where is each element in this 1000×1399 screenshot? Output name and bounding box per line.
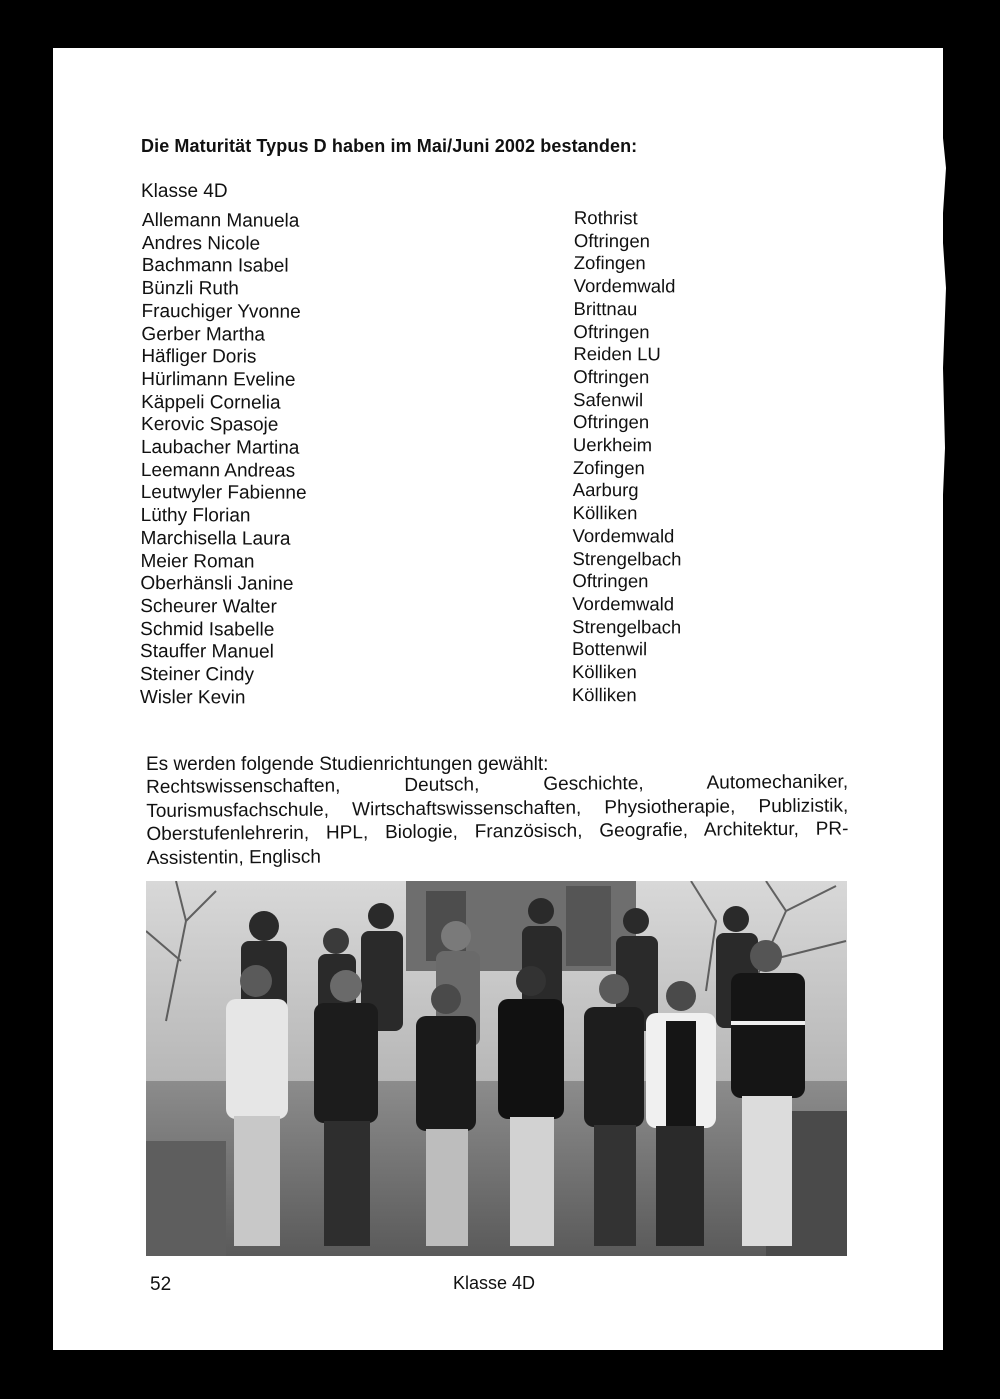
student-name: Leemann Andreas xyxy=(140,459,296,482)
student-place: Kölliken xyxy=(571,661,637,683)
studies-intro: Es werden folgende Studienrichtungen gewählt: xyxy=(146,754,549,775)
student-place: Bottenwil xyxy=(572,638,648,660)
student-place-list xyxy=(572,207,683,707)
student-place: Zofingen xyxy=(573,252,646,274)
student-name: Schmid Isabelle xyxy=(140,618,275,641)
student-place: Aarburg xyxy=(572,479,639,501)
student-place: Oftringen xyxy=(573,365,650,388)
student-place: Kölliken xyxy=(572,502,638,524)
student-name: Frauchiger Yvonne xyxy=(141,300,301,323)
student-name: Hürlimann Eveline xyxy=(141,368,296,391)
student-place: Oftringen xyxy=(573,320,650,342)
document-page xyxy=(53,48,943,1350)
student-name: Andres Nicole xyxy=(141,232,261,255)
student-place: Vordemwald xyxy=(572,592,675,615)
class-group-photo xyxy=(146,881,847,1256)
student-name: Marchisella Laura xyxy=(140,527,291,550)
student-name: Allemann Manuela xyxy=(141,210,300,232)
student-place: Strengelbach xyxy=(572,547,682,570)
student-place: Strengelbach xyxy=(572,615,682,638)
student-place: Oftringen xyxy=(572,570,649,592)
studies-list-paragraph: Rechtswissenschaften, Deutsch, Geschichte, Automechaniker, Tourismusfachschule, Wirtschaftswissenschaften, Physiotherapie, Publizistik, Oberstufenlehrerin, HPL, Biologie, Französisch, Geografie, Architektur, PR-Assistentin, Englisch xyxy=(146,771,849,869)
student-name: Laubacher Martina xyxy=(140,437,300,459)
group-photo-image xyxy=(146,881,847,1256)
student-place: Oftringen xyxy=(573,411,650,433)
student-place: Vordemwald xyxy=(573,275,676,297)
student-name: Oberhänsli Janine xyxy=(140,573,294,595)
torn-edge-decoration xyxy=(930,48,960,1350)
student-name: Kerovic Spasoje xyxy=(141,414,279,436)
student-place: Safenwil xyxy=(573,388,644,410)
student-name: Steiner Cindy xyxy=(139,664,255,686)
page-number: 52 xyxy=(150,1274,172,1295)
student-place: Kölliken xyxy=(571,683,637,706)
student-name: Käppeli Cornelia xyxy=(141,391,281,414)
student-name: Gerber Martha xyxy=(141,323,266,346)
student-name: Bachmann Isabel xyxy=(141,255,289,278)
student-place: Brittnau xyxy=(573,297,638,320)
student-place: Zofingen xyxy=(572,456,645,479)
student-name: Leutwyler Fabienne xyxy=(140,482,307,505)
student-name: Häfliger Doris xyxy=(141,346,257,368)
page-heading: Die Maturität Typus D haben im Mai/Juni 2002 bestanden: xyxy=(141,136,638,156)
student-name: Stauffer Manuel xyxy=(140,641,274,663)
student-name-list xyxy=(140,210,308,710)
student-name: Lüthy Florian xyxy=(140,505,251,527)
footer-label: Klasse 4D xyxy=(453,1273,536,1293)
student-place: Rothrist xyxy=(573,207,638,229)
student-place: Oftringen xyxy=(573,229,651,252)
student-name: Meier Roman xyxy=(140,550,255,573)
class-label: Klasse 4D xyxy=(141,181,228,202)
student-place: Vordemwald xyxy=(572,524,675,547)
student-place: Reiden LU xyxy=(573,343,661,365)
student-name: Bünzli Ruth xyxy=(141,278,239,300)
student-name: Wisler Kevin xyxy=(139,686,246,709)
student-name: Scheurer Walter xyxy=(140,595,277,618)
student-place: Uerkheim xyxy=(572,434,653,456)
